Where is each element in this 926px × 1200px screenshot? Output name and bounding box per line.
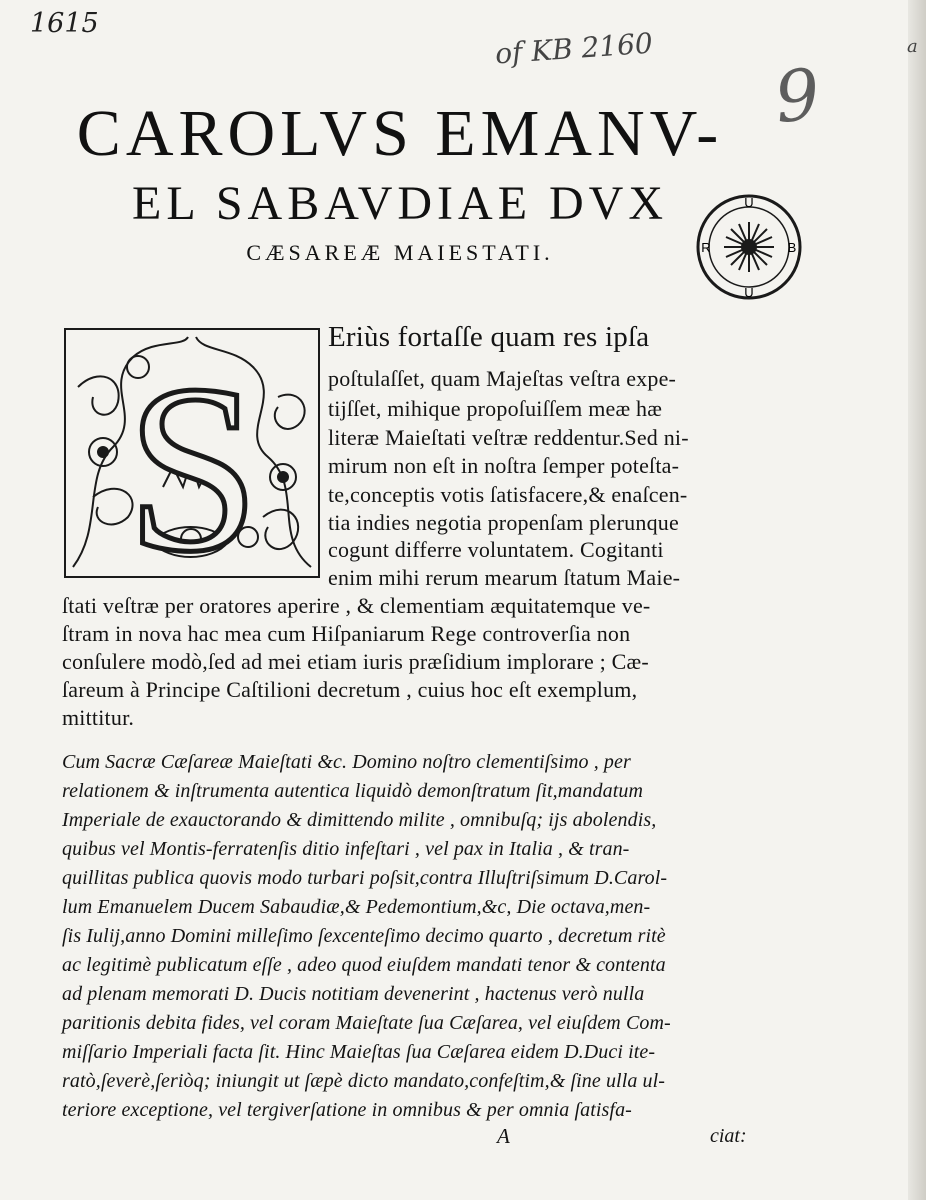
page-edge bbox=[908, 0, 926, 1200]
letter-line: poſtulaſſet, quam Majeſtas veſtra expe- bbox=[328, 366, 677, 391]
signature-mark: A bbox=[497, 1124, 510, 1148]
title-line-2: EL SABAVDIAE DVX bbox=[132, 177, 668, 230]
decree-line: Cum Sacræ Cæſareæ Maieſtati &c. Domino noſtro clementiſsimo , per bbox=[62, 751, 631, 773]
letter-line: ſareum à Principe Caſtilioni decretum , cuius hoc eſt exemplum, bbox=[62, 677, 638, 702]
letter-line: mirum non eſt in noſtra ſemper poteſta- bbox=[328, 453, 680, 478]
decree-line: paritionis debita fides, vel coram Maieſtate ſua Cæſarea, vel eiuſdem Com- bbox=[62, 1012, 671, 1034]
catchword: ciat: bbox=[710, 1125, 747, 1147]
letter-line: Eriùs fortaſſe quam res ipſa bbox=[328, 321, 650, 353]
stamp-left-letter: R bbox=[701, 240, 711, 255]
letter-line: tia indies negotia propenſam plerunque bbox=[328, 510, 679, 535]
letter-line: enim mihi rerum mearum ſtatum Maie- bbox=[328, 565, 681, 590]
handwritten-year: 1615 bbox=[30, 8, 99, 39]
decree-line: quibus vel Montis-ferratenſis ditio infeſtari , vel pax in Italia , & tran- bbox=[62, 838, 630, 860]
decree-line: quillitas publica quovis modo turbari poſsit,contra Illuſtriſsimum D.Carol- bbox=[62, 867, 668, 889]
stamp-top-letter: U bbox=[744, 195, 754, 210]
letter-line: te,conceptis votis ſatisfacere,& enaſcen- bbox=[328, 482, 688, 507]
stamp-bottom-letter: U bbox=[744, 285, 754, 300]
letter-line: conſulere modò,ſed ad mei etiam iuris præſidium implorare ; Cæ- bbox=[62, 649, 649, 674]
letter-line: ſtram in nova hac mea cum Hiſpaniarum Rege controverſia non bbox=[62, 621, 631, 646]
stamp-right-letter: B bbox=[787, 240, 797, 255]
letter-line: literæ Maieſtati veſtræ reddentur.Sed ni- bbox=[328, 425, 689, 450]
handwritten-number: 9 bbox=[770, 52, 824, 140]
letter-line: tijſſet, mihique propoſuiſſem meæ hæ bbox=[328, 396, 663, 421]
decree-line: miſſario Imperiali facta ſit. Hinc Maieſtas ſua Cæſarea eidem D.Duci ite- bbox=[62, 1041, 656, 1063]
letter-line: cogunt differre voluntatem. Cogitanti bbox=[328, 537, 664, 562]
decree-line: Imperiale de exauctorando & dimittendo milite , omnibuſq; ijs abolendis, bbox=[62, 809, 657, 831]
decree-line: ad plenam memorati D. Ducis notitiam devenerint , hactenus verò nulla bbox=[62, 983, 645, 1005]
decorated-initial bbox=[63, 327, 321, 579]
handwritten-shelfmark: of KB 2160 bbox=[494, 26, 654, 71]
title-line-1: CAROLVS EMANV- bbox=[76, 97, 724, 170]
corner-mark: a bbox=[907, 36, 918, 57]
drop-cap-letter: S bbox=[126, 335, 260, 579]
sunburst-icon bbox=[724, 222, 774, 272]
library-stamp bbox=[694, 192, 804, 302]
decree-line: ſis Iulij,anno Domini milleſimo ſexcenteſimo decimo quarto , decretum ritè bbox=[62, 925, 666, 947]
decree-line: lum Emanuelem Ducem Sabaudiæ,& Pedemontium,&c, Die octava,men- bbox=[62, 896, 651, 918]
decree-line: ac legitimè publicatum eſſe , adeo quod eiuſdem mandati tenor & contenta bbox=[62, 954, 666, 976]
title-line-3: CÆSAREÆ MAIESTATI. bbox=[246, 240, 554, 265]
decree-line: teriore exceptione, vel tergiverſatione in omnibus & per omnia ſatisfa- bbox=[62, 1099, 632, 1121]
letter-line: ſtati veſtræ per oratores aperire , & clementiam æquitatemque ve- bbox=[62, 593, 651, 618]
decree-line: relationem & inſtrumenta autentica liquidò demonſtratum ſit,mandatum bbox=[62, 780, 644, 802]
letter-line: mittitur. bbox=[62, 705, 135, 730]
decree-line: ratò,ſeverè,ſeriòq; iniungit ut ſæpè dicto mandato,confeſtim,& ſine ulla ul- bbox=[62, 1070, 666, 1092]
